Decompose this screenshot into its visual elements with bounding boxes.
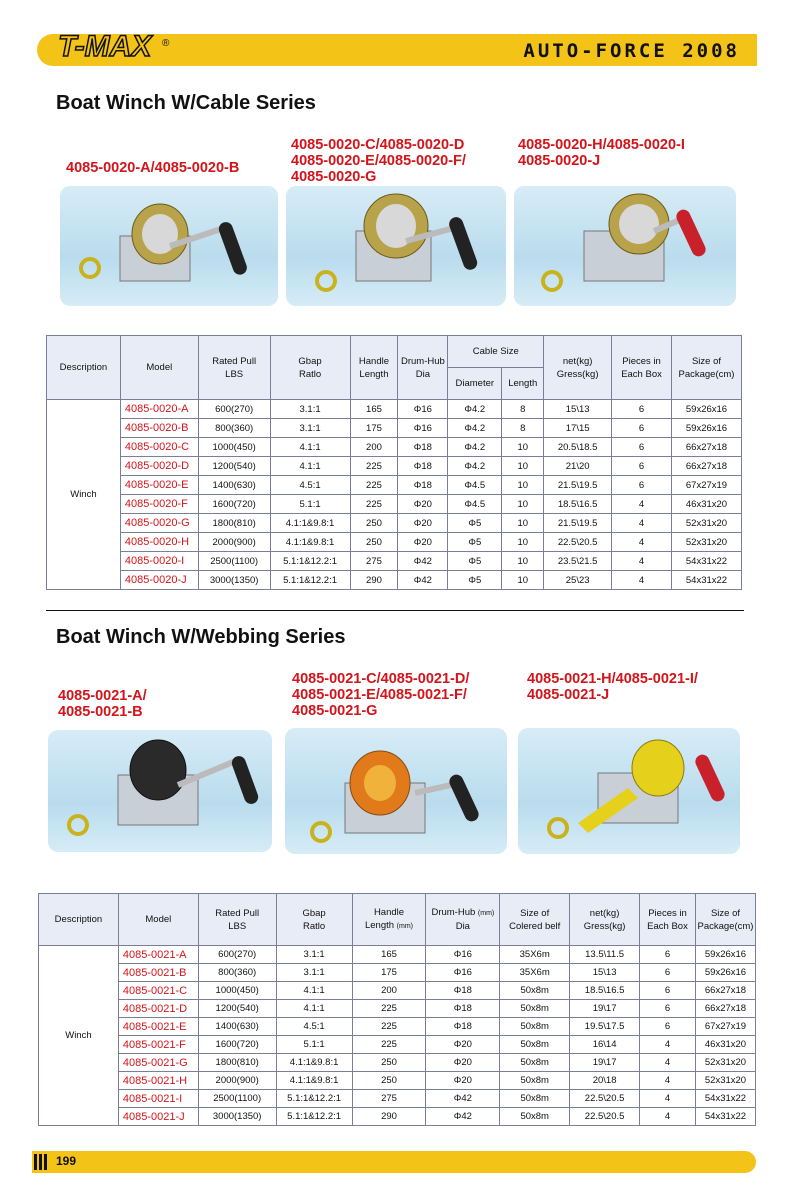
description-cell: Winch [47,400,121,590]
table-cell: 225 [352,1000,426,1018]
table-cell: 2500(1100) [198,552,270,571]
table-cell: 1400(630) [198,1018,276,1036]
table-cell: Φ20 [426,1054,500,1072]
table-cell: Φ20 [398,495,448,514]
table-cell: 8 [502,419,544,438]
webbing-winch-photo-1 [48,730,272,852]
table-cell: Φ5 [448,533,502,552]
table-cell: 67x27x19 [695,1018,755,1036]
table-cell: 200 [352,982,426,1000]
table-cell: 4.1:1 [270,438,350,457]
table-cell: Φ16 [426,946,500,964]
model-cell: 4085-0020-H [120,533,198,552]
table-cell: Φ42 [426,1108,500,1126]
table-row [47,495,742,514]
table-cell: Φ16 [398,400,448,419]
table-cell: 66x27x18 [671,438,741,457]
table-cell: 290 [350,571,398,590]
table-cell: 3.1:1 [270,400,350,419]
table-row [47,514,742,533]
table-row [47,400,742,419]
model-cell: 4085-0020-E [120,476,198,495]
table-cell: 10 [502,457,544,476]
col-description: Description [39,894,119,946]
model-cell: 4085-0021-B [118,964,198,982]
table-cell: 175 [350,419,398,438]
webbing-spec-table [38,893,756,1126]
description-cell: Winch [39,946,119,1126]
table-cell: Φ4.2 [448,419,502,438]
table-row [39,1000,756,1018]
table-cell: 4 [612,533,672,552]
table-row [39,964,756,982]
table-cell: 67x27x19 [671,476,741,495]
table-cell: Φ20 [426,1036,500,1054]
cable-winch-photo-2 [286,186,506,306]
table-cell: 225 [350,476,398,495]
table-cell: 250 [350,514,398,533]
table-cell: 6 [640,1018,696,1036]
page-marker-icon [34,1154,52,1170]
table-cell: 3.1:1 [276,964,352,982]
table-cell: 66x27x18 [671,457,741,476]
table-cell: 35X6m [500,964,570,982]
table-cell: 50x8m [500,1090,570,1108]
table-cell: 50x8m [500,1018,570,1036]
table-cell: Φ5 [448,552,502,571]
table-cell: Φ20 [398,514,448,533]
table-row [39,1054,756,1072]
table-cell: 10 [502,533,544,552]
table-cell: 4 [612,552,672,571]
table-cell: 175 [352,964,426,982]
table-cell: 18.5\16.5 [570,982,640,1000]
table-cell: 4.1:1&9.8:1 [276,1054,352,1072]
webbing-winch-photo-3 [518,728,740,854]
webbing-photo-label-3: 4085-0021-H/4085-0021-I/ 4085-0021-J [527,671,698,703]
webbing-section-title: Boat Winch W/Webbing Series [56,626,346,648]
cable-spec-table [46,335,742,590]
table-cell: 6 [612,438,672,457]
table-cell: 5.1:1 [276,1036,352,1054]
table-cell: 250 [350,533,398,552]
table-cell: 46x31x20 [671,495,741,514]
model-cell: 4085-0021-G [118,1054,198,1072]
table-row [39,946,756,964]
table-cell: 10 [502,571,544,590]
table-cell: 4 [640,1036,696,1054]
table-cell: 66x27x18 [695,1000,755,1018]
table-cell: 35X6m [500,946,570,964]
table-cell: 1400(630) [198,476,270,495]
table-cell: 4.1:1 [270,457,350,476]
webbing-winch-photo-2 [285,728,507,854]
model-cell: 4085-0021-H [118,1072,198,1090]
table-cell: 165 [350,400,398,419]
table-cell: 22.5\20.5 [570,1090,640,1108]
model-cell: 4085-0021-J [118,1108,198,1126]
table-cell: 4 [640,1054,696,1072]
brand-logo: T-MAX [58,30,152,63]
table-row [47,571,742,590]
table-cell: 10 [502,495,544,514]
cable-section-title: Boat Winch W/Cable Series [56,92,316,114]
webbing-photo-label-2: 4085-0021-C/4085-0021-D/ 4085-0021-E/4085-0021-F/ 4085-0021-G [292,671,470,719]
table-cell: 50x8m [500,1108,570,1126]
table-cell: 59x26x16 [695,946,755,964]
col-model: Model [118,894,198,946]
table-cell: 10 [502,476,544,495]
cable-photo-label-1: 4085-0020-A/4085-0020-B [66,160,240,176]
table-cell: 52x31x20 [695,1072,755,1090]
table-cell: 10 [502,552,544,571]
table-cell: 52x31x20 [671,514,741,533]
table-cell: Φ42 [398,571,448,590]
col-diameter: Diameter [448,368,502,400]
table-cell: 54x31x22 [671,552,741,571]
table-cell: 5.1:1&12.2:1 [276,1090,352,1108]
table-cell: 6 [640,1000,696,1018]
table-row [47,457,742,476]
table-cell: 16\14 [570,1036,640,1054]
table-cell: 8 [502,400,544,419]
col-rated-pull: Rated Pull LBS [198,894,276,946]
model-cell: 4085-0021-F [118,1036,198,1054]
table-cell: 19\17 [570,1054,640,1072]
page-number: 199 [56,1154,77,1168]
table-cell: Φ4.2 [448,400,502,419]
table-cell: 1600(720) [198,495,270,514]
table-row [47,476,742,495]
table-cell: Φ4.5 [448,476,502,495]
table-cell: 4 [640,1108,696,1126]
table-cell: 4 [640,1090,696,1108]
col-handle-length: Handle Length (mm) [352,894,426,946]
table-cell: 52x31x20 [695,1054,755,1072]
table-row [39,1036,756,1054]
table-cell: Φ16 [398,419,448,438]
table-cell: 5.1:1&12.2:1 [276,1108,352,1126]
col-model: Model [120,336,198,400]
table-cell: 225 [350,495,398,514]
table-cell: 4.1:1&9.8:1 [270,533,350,552]
table-cell: 6 [640,982,696,1000]
table-row [47,552,742,571]
table-cell: 6 [612,419,672,438]
table-row [39,1072,756,1090]
table-cell: 200 [350,438,398,457]
table-cell: 250 [352,1054,426,1072]
col-net-gross: net(kg) Gress(kg) [570,894,640,946]
table-cell: 19.5\17.5 [570,1018,640,1036]
table-cell: 10 [502,438,544,457]
table-cell: 50x8m [500,1054,570,1072]
model-cell: 4085-0020-I [120,552,198,571]
table-cell: 4.5:1 [270,476,350,495]
table-cell: Φ42 [426,1090,500,1108]
table-cell: 17\15 [544,419,612,438]
col-package: Size of Package(cm) [695,894,755,946]
table-cell: 275 [350,552,398,571]
table-cell: 4.1:1 [276,982,352,1000]
table-cell: 3000(1350) [198,1108,276,1126]
table-row [39,1108,756,1126]
col-length: Length [502,368,544,400]
table-cell: Φ18 [398,476,448,495]
table-cell: Φ4.5 [448,495,502,514]
registered-mark: ® [162,38,170,49]
table-cell: 50x8m [500,1036,570,1054]
table-cell: 54x31x22 [671,571,741,590]
table-cell: 59x26x16 [695,964,755,982]
table-cell: 6 [612,457,672,476]
footer-bar [32,1151,756,1173]
table-row [47,438,742,457]
model-cell: 4085-0020-J [120,571,198,590]
table-cell: 15\13 [570,964,640,982]
table-cell: 20.5\18.5 [544,438,612,457]
table-row [39,982,756,1000]
table-cell: 54x31x22 [695,1108,755,1126]
table-cell: Φ18 [426,1000,500,1018]
table-cell: 225 [352,1036,426,1054]
model-cell: 4085-0021-I [118,1090,198,1108]
table-cell: 6 [612,400,672,419]
col-package: Size of Package(cm) [671,336,741,400]
model-cell: 4085-0020-G [120,514,198,533]
table-cell: 600(270) [198,400,270,419]
table-cell: 52x31x20 [671,533,741,552]
section-divider [46,610,744,611]
table-cell: 1800(810) [198,514,270,533]
col-drum-hub: Drum-Hub Dia [398,336,448,400]
table-cell: 165 [352,946,426,964]
col-gear-ratio: Gbap Ratlo [276,894,352,946]
table-cell: Φ20 [398,533,448,552]
col-cable-size: Cable Size [448,336,544,368]
table-cell: 4 [640,1072,696,1090]
table-cell: 21.5\19.5 [544,476,612,495]
table-row [39,1018,756,1036]
table-cell: 3000(1350) [198,571,270,590]
table-cell: 225 [350,457,398,476]
table-cell: 20\18 [570,1072,640,1090]
table-cell: 13.5\11.5 [570,946,640,964]
table-cell: 3.1:1 [270,419,350,438]
table-cell: 4.5:1 [276,1018,352,1036]
table-cell: 275 [352,1090,426,1108]
table-cell: 2000(900) [198,1072,276,1090]
table-cell: 800(360) [198,419,270,438]
cable-photo-label-2: 4085-0020-C/4085-0020-D 4085-0020-E/4085-0020-F/ 4085-0020-G [291,137,466,185]
table-cell: 1800(810) [198,1054,276,1072]
table-cell: 600(270) [198,946,276,964]
table-cell: 1200(540) [198,457,270,476]
table-cell: Φ5 [448,514,502,533]
model-cell: 4085-0021-C [118,982,198,1000]
table-cell: Φ20 [426,1072,500,1090]
table-cell: 21.5\19.5 [544,514,612,533]
col-handle-length: Handle Length [350,336,398,400]
table-cell: 15\13 [544,400,612,419]
table-cell: 5.1:1&12.2:1 [270,571,350,590]
model-cell: 4085-0021-E [118,1018,198,1036]
table-cell: 46x31x20 [695,1036,755,1054]
table-cell: 4.1:1 [276,1000,352,1018]
model-cell: 4085-0020-C [120,438,198,457]
table-cell: Φ18 [426,1018,500,1036]
table-cell: 5.1:1&12.2:1 [270,552,350,571]
table-cell: 59x26x16 [671,400,741,419]
table-cell: Φ18 [398,457,448,476]
table-cell: 21\20 [544,457,612,476]
table-row [47,419,742,438]
table-cell: 10 [502,514,544,533]
table-cell: 50x8m [500,1072,570,1090]
table-cell: 1000(450) [198,982,276,1000]
model-cell: 4085-0020-D [120,457,198,476]
table-cell: 18.5\16.5 [544,495,612,514]
table-row [39,1090,756,1108]
table-cell: 2000(900) [198,533,270,552]
table-cell: 6 [640,964,696,982]
col-net-gross: net(kg) Gress(kg) [544,336,612,400]
table-cell: 290 [352,1108,426,1126]
table-cell: 50x8m [500,982,570,1000]
table-cell: Φ16 [426,964,500,982]
table-cell: 1200(540) [198,1000,276,1018]
model-cell: 4085-0021-A [118,946,198,964]
table-cell: 22.5\20.5 [544,533,612,552]
model-cell: 4085-0020-F [120,495,198,514]
table-cell: 25\23 [544,571,612,590]
table-cell: Φ18 [398,438,448,457]
table-cell: Φ42 [398,552,448,571]
table-cell: 4 [612,571,672,590]
table-cell: 5.1:1 [270,495,350,514]
col-belt-size: Size of Colered belf [500,894,570,946]
table-cell: 4.1:1&9.8:1 [270,514,350,533]
table-cell: 1000(450) [198,438,270,457]
cable-photo-label-3: 4085-0020-H/4085-0020-I 4085-0020-J [518,137,685,169]
cable-winch-photo-1 [60,186,278,306]
table-cell: 1600(720) [198,1036,276,1054]
cable-winch-photo-3 [514,186,736,306]
col-pieces: Pieces in Each Box [640,894,696,946]
table-cell: 54x31x22 [695,1090,755,1108]
table-cell: 50x8m [500,1000,570,1018]
table-cell: 800(360) [198,964,276,982]
table-cell: 6 [640,946,696,964]
table-cell: Φ4.2 [448,438,502,457]
col-description: Description [47,336,121,400]
table-cell: 2500(1100) [198,1090,276,1108]
table-cell: Φ4.2 [448,457,502,476]
table-cell: 250 [352,1072,426,1090]
model-cell: 4085-0020-A [120,400,198,419]
table-cell: Φ18 [426,982,500,1000]
table-cell: 4 [612,495,672,514]
header-tagline: AUTO-FORCE 2008 [523,40,740,62]
table-cell: Φ5 [448,571,502,590]
model-cell: 4085-0021-D [118,1000,198,1018]
table-row [47,533,742,552]
col-gear-ratio: Gbap Ratlo [270,336,350,400]
model-cell: 4085-0020-B [120,419,198,438]
col-drum-hub: Drum-Hub (mm) Dia [426,894,500,946]
table-cell: 6 [612,476,672,495]
table-cell: 3.1:1 [276,946,352,964]
table-cell: 4 [612,514,672,533]
table-cell: 4.1:1&9.8:1 [276,1072,352,1090]
table-cell: 66x27x18 [695,982,755,1000]
table-cell: 19\17 [570,1000,640,1018]
table-cell: 59x26x16 [671,419,741,438]
col-rated-pull: Rated Pull LBS [198,336,270,400]
table-cell: 22.5\20.5 [570,1108,640,1126]
table-cell: 23.5\21.5 [544,552,612,571]
webbing-photo-label-1: 4085-0021-A/ 4085-0021-B [58,688,147,720]
table-cell: 225 [352,1018,426,1036]
col-pieces: Pieces in Each Box [612,336,672,400]
